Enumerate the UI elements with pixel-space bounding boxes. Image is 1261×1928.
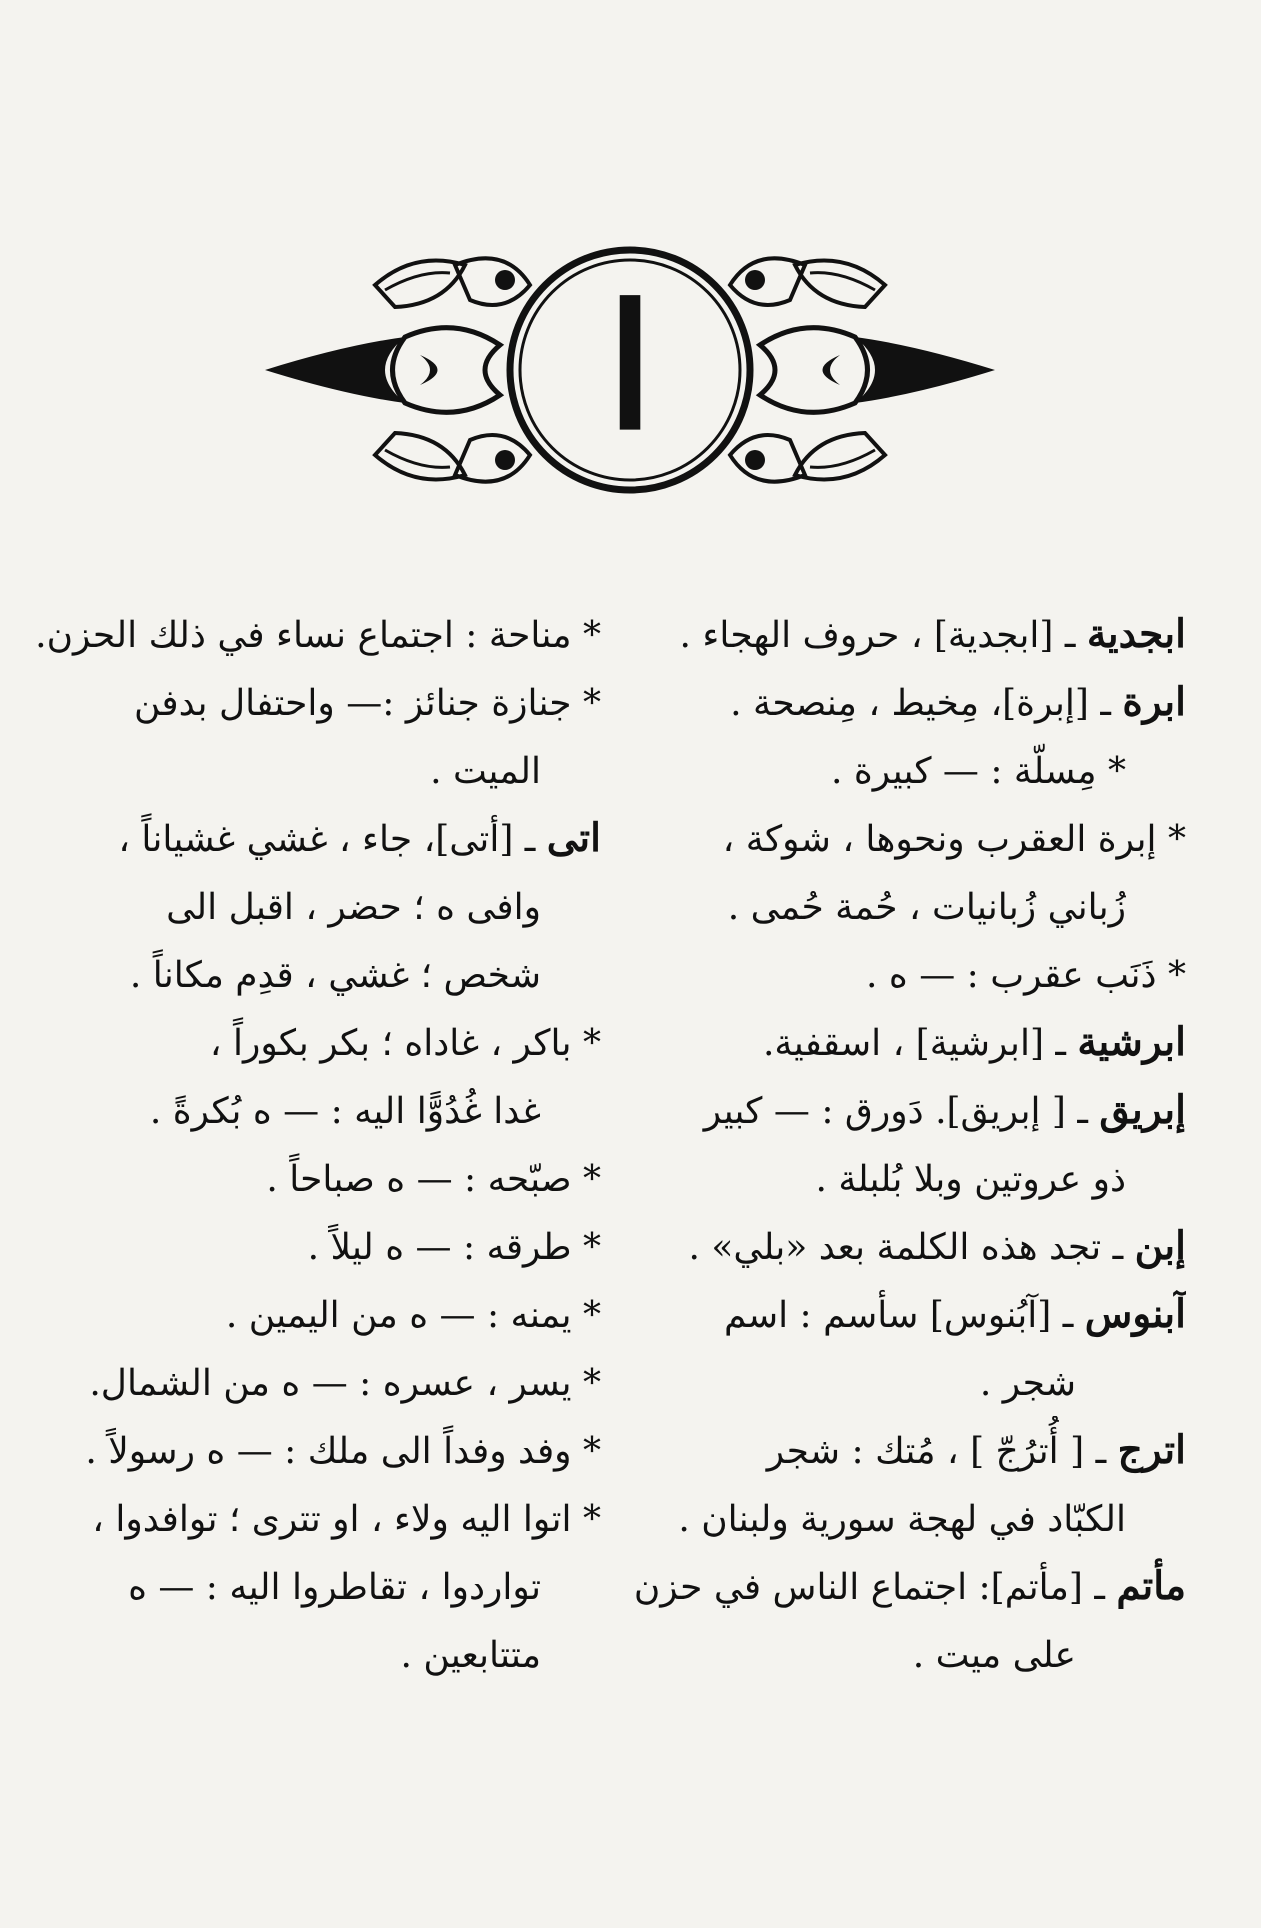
entry-line	[616, 1076, 1186, 1144]
entry-text: ـ [مأتم]: اجتماع الناس في حزن	[633, 1567, 1117, 1608]
entry-line	[31, 1280, 601, 1348]
entry-text: ـ [أتى]، جاء ، غشي غشياناً ،	[118, 819, 547, 860]
entry-line	[616, 1212, 1186, 1280]
entry-text: ـ [ أُترُجّ ] ، مُتك : شجر	[766, 1431, 1118, 1472]
entry-line	[31, 804, 601, 872]
entry-text: * جنازة جنائز :— واحتفال بدفن	[133, 683, 601, 724]
entry-text: ـ [ إبريق]. دَورق : — كبير	[703, 1091, 1100, 1132]
entry-text: ـ [آبُنوس] سأسم : اسم	[723, 1295, 1085, 1336]
right-column	[616, 600, 1186, 1688]
entry-text: * إبرة العقرب ونحوها ، شوكة ،	[722, 819, 1186, 860]
entry-text: * طرقه : — ه ليلاً .	[307, 1227, 601, 1268]
entry-text: * يمنه : — ه من اليمين .	[225, 1295, 601, 1336]
headword: ابرة	[1122, 679, 1186, 725]
entry-line	[31, 1484, 601, 1552]
entry-text: وافى ه ؛ حضر ، اقبل الى	[166, 887, 541, 928]
entry-text: زُباني زُبانيات ، حُمة حُمى .	[727, 887, 1126, 928]
entry-line	[616, 1552, 1186, 1620]
entry-text: * باكر ، غاداه ؛ بكر بكوراً ،	[209, 1023, 601, 1064]
entry-text: ـ [ابرشية] ، اسقفية.	[762, 1023, 1078, 1064]
entry-line	[31, 668, 601, 736]
entry-line	[616, 804, 1186, 872]
entry-text: الكبّاد في لهجة سورية ولبنان .	[678, 1499, 1126, 1540]
entry-text: ذو عروتين وبلا بُلبلة .	[815, 1159, 1126, 1200]
entry-line	[31, 1144, 601, 1212]
entry-line	[616, 1484, 1186, 1552]
entry-text: * مِسلّة : — كبيرة .	[831, 751, 1126, 792]
entry-line	[31, 1008, 601, 1076]
entry-line	[31, 736, 601, 804]
section-letter: ا	[606, 268, 654, 468]
entry-text: شجر .	[979, 1363, 1076, 1404]
headword: ابجدية	[1086, 611, 1186, 657]
headword: ابرشية	[1077, 1019, 1186, 1065]
entry-line	[616, 1620, 1186, 1688]
entry-text: تواردوا ، تقاطروا اليه : — ه	[128, 1567, 541, 1608]
entry-text: * يسر ، عسره : — ه من الشمال.	[89, 1363, 601, 1404]
entry-line	[616, 1348, 1186, 1416]
entry-line	[616, 872, 1186, 940]
entry-text: * وفد وفداً الى ملك : — ه رسولاً .	[85, 1431, 601, 1472]
entry-line	[616, 1144, 1186, 1212]
entry-line	[31, 1552, 601, 1620]
entry-line	[616, 940, 1186, 1008]
entry-text: الميت .	[430, 751, 541, 792]
entry-line	[31, 1076, 601, 1144]
headword: اتى	[546, 815, 601, 861]
entry-text: * مناحة : اجتماع نساء في ذلك الحزن.	[35, 615, 601, 656]
entry-line	[31, 600, 601, 668]
entry-line	[616, 736, 1186, 804]
entry-text: * اتوا اليه ولاء ، او تترى ؛ توافدوا ،	[92, 1499, 601, 1540]
left-column	[31, 600, 601, 1688]
entry-line	[31, 1416, 601, 1484]
headword: مأتم	[1116, 1563, 1186, 1609]
entry-text: شخص ؛ غشي ، قدِم مكاناً .	[129, 955, 541, 996]
entry-line	[616, 668, 1186, 736]
headword: إبن	[1134, 1223, 1186, 1269]
entry-line	[616, 1280, 1186, 1348]
entry-line	[616, 600, 1186, 668]
entry-text: على ميت .	[912, 1635, 1076, 1676]
entry-line	[31, 940, 601, 1008]
entry-line	[31, 1620, 601, 1688]
entry-text: * صبّحه : — ه صباحاً .	[266, 1159, 601, 1200]
headword: آبنوس	[1084, 1291, 1186, 1337]
entry-text: متتابعين .	[400, 1635, 541, 1676]
entry-line	[31, 872, 601, 940]
entry-text: ـ تجد هذه الكلمة بعد «بلي» .	[688, 1227, 1135, 1268]
entry-line	[616, 1416, 1186, 1484]
headword: إبريق	[1099, 1087, 1186, 1133]
headword: اترج	[1117, 1427, 1186, 1473]
entry-line	[31, 1348, 601, 1416]
entry-line	[616, 1008, 1186, 1076]
entry-text: * ذَنَب عقرب : — ه .	[866, 955, 1186, 996]
entry-text: غدا غُدُوًّا اليه : — ه بُكرةً .	[149, 1091, 541, 1132]
entry-text: ـ [ابجدية] ، حروف الهجاء .	[679, 615, 1087, 656]
entry-line	[31, 1212, 601, 1280]
entry-text: ـ [إبرة]، مِخيط ، مِنصحة .	[730, 683, 1123, 724]
